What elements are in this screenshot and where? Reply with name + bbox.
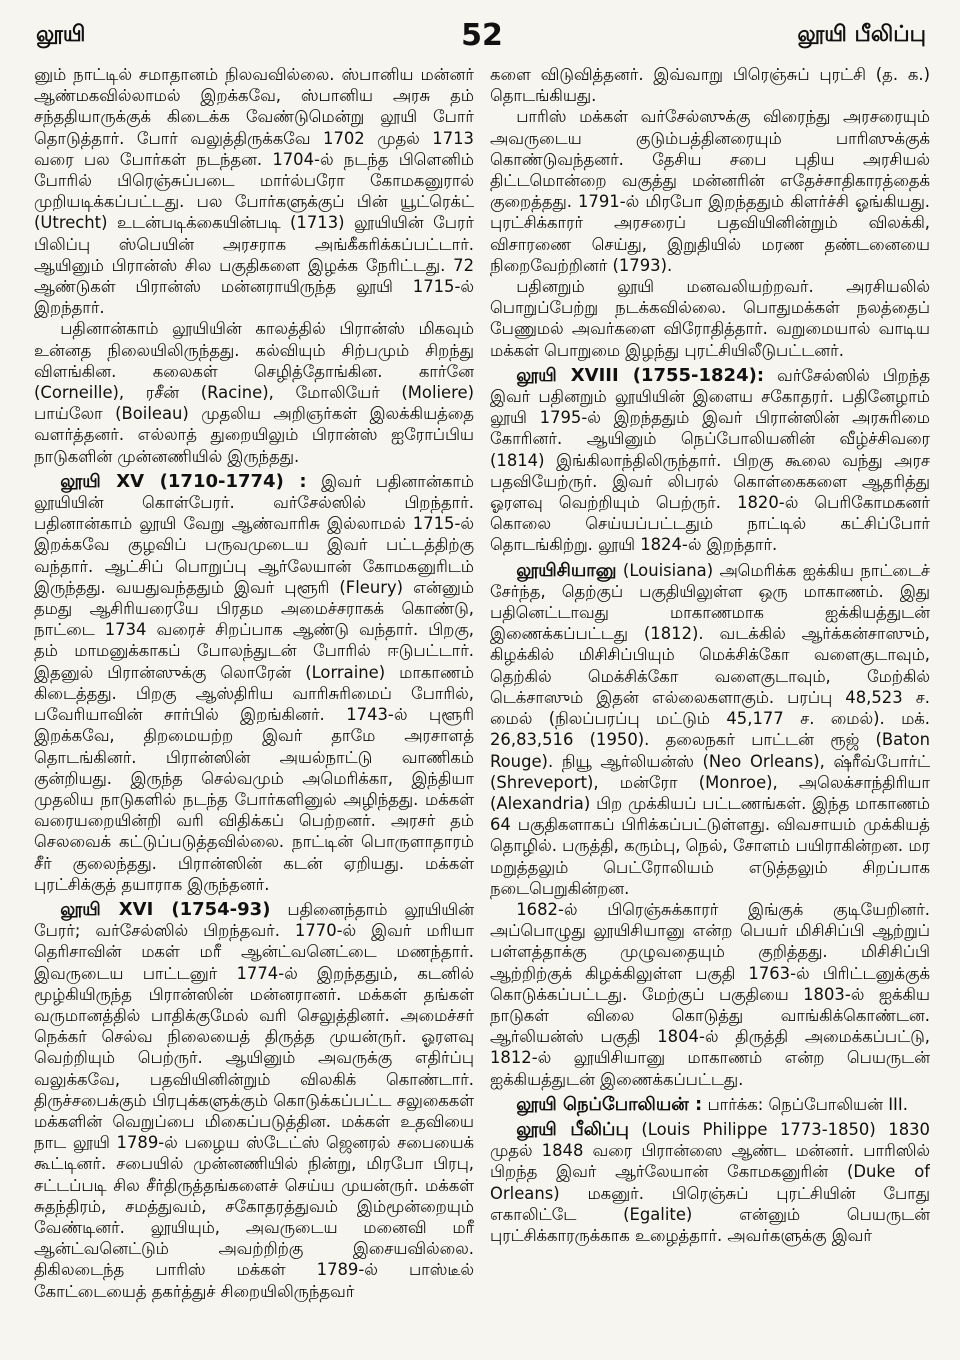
entry-headword: லூயி நெப்போலியன் : xyxy=(516,1093,703,1115)
entry-paragraph xyxy=(490,365,930,556)
entry-body-text: இவர் பதினான்காம் லூயியின் கொள்பேரர். வர்சேல்ஸில் பிறந்தார். பதினான்காம் லூயி வேறு ஆண்வாரிசு இல்லாமல் 1715-ல் இறக்கவே குழவிப் பருவமுடைய இவர் பட்டத்திற்கு வந்தார். ஆட்சிப் பொறுப்பு ஆர்லேயான் கோமகனுரிடம் இருந்தது. வயதுவந்ததும் இவர் புளூரி (Fleury) என்னும் தமது ஆசிரியரையே பிரதம அமைச்சராகக் கொண்டு, நாட்டை 1734 வரைச் சிறப்பாக ஆண்டு வந்தார். பிறகு, தம் மாமனுக்காகப் போலந்துடன் போரில் ஈடுபட்டார். இதனுல் பிரான்ஸுக்கு லொரேன் (Lorraine) மாகாணம் கிடைத்தது. பிறகு ஆஸ்திரிய வாரிசுரிமைப் போரில், பவேரியாவின் சார்பில் இறங்கினர். 1743-ல் புளூரி இறக்கவே, திறமையற்ற இவர் தாமே அரசாளத் தொடங்கினர். பிரான்ஸின் அயல்நாட்டு வாணிகம் குன்றியது. இருந்த செல்வமும் அமெரிக்கா, இந்தியா முதலிய நாடுகளில் நடந்த போர்களினுல் அழிந்தது. மக்கள் வரையறையின்றி வரி விதிக்கப் பெற்றனர். அரசர் தம் செலவைக் கட்டுப்படுத்தவில்லை. நாட்டின் பொருளாதாரம் சீர் குலைந்தது. பிரான்ஸின் கடன் ஏறியது. மக்கள் புரட்சிக்குத் தயாராக இருந்தனர். xyxy=(34,471,474,894)
entry-body-text: (Louis Philippe 1773-1850) 1830 முதல் 1848 வரை பிரான்ஸை ஆண்ட மன்னர். பாரிஸில் பிறந்த இவர் ஆர்லேயான் கோமகனுரின் (Duke of Orleans) மகனுர். பிரெஞ்சுப் புரட்சியின் போது எகாலிட்டே (Egalite) என்னும் பெயருடன் புரட்சிக்காரருக்காக உழைத்தார். அவர்களுக்கு இவர் xyxy=(490,1119,930,1245)
running-head-right: லூயி பீலிப்பு xyxy=(797,22,926,47)
entry-headword: லூயி XV (1710-1774) : xyxy=(60,470,307,492)
entry-headword: லூயி XVI (1754-93) xyxy=(60,898,271,920)
body-paragraph: பதினான்காம் லூயியின் காலத்தில் பிரான்ஸ் மிகவும் உன்னத நிலையிலிருந்தது. கல்வியும் சிற்பமும் சிறந்து விளங்கின. கலைகள் செழித்தோங்கின. கார்னே (Corneille), ரசீன் (Racine), மோலியேர் (Moliere) பாய்லோ (Boileau) முதலிய அறிஞர்கள் இலக்கியத்தை வளர்த்தனர். எல்லாத் துறையிலும் பிரான்ஸ் ஐரோப்பிய நாடுகளின் முன்னணியில் இருந்தது. xyxy=(34,319,474,466)
entry-body-text: (Louisiana) அமெரிக்க ஐக்கிய நாட்டைச் சேர்ந்த, தெற்குப் பகுதியிலுள்ள ஒரு மாகாணம். இது பதினெட்டாவது மாகாணமாக ஐக்கியத்துடன் இணைக்கப்பட்டது (1812). வடக்கில் ஆர்க்கன்சாஸும், கிழக்கில் மிசிசிப்பியும் மெக்சிக்கோ வளைகுடாவும், தெற்கில் மெக்சிக்கோ வளைகுடாவும், மேற்கில் டெக்சாஸும் இதன் எல்லைகளாகும். பரப்பு 48,523 ச. மைல் (நிலப்பரப்பு மட்டும் 45,177 ச. மைல்). மக். 26,83,516 (1950). தலைநகர் பாட்டன் ரூஜ் (Baton Rouge). நியூ ஆர்லியன்ஸ் (Neo Orleans), ஷ்ரீவ்போர்ட் (Shreveport), மன்ரோ (Monroe), அலெக்சாந்திரியா (Alexandria) பிற முக்கியப் பட்டணங்கள். இந்த மாகாணம் 64 பகுதிகளாகப் பிரிக்கப்பட்டுள்ளது. விவசாயம் முக்கியத் தொழில். பருத்தி, கரும்பு, நெல், சோளம் பயிராகின்றன. மர மறுத்தலும் பெட்ரோலியம் எடுத்தலும் சிறப்பாக நடைபெறுகின்றன. xyxy=(490,560,930,898)
continued-paragraph: னும் நாட்டில் சமாதானம் நிலவவில்லை. ஸ்பானிய மன்னர் ஆண்மகவில்லாமல் இறக்கவே, ஸ்பானிய அரசு தம் சந்ததியாருக்குக் கிடைக்க வேண்டுமென்று லூயி போர் தொடுத்தார். போர் வலுத்திருக்கவே 1702 முதல் 1713 வரை பல போர்கள் நடந்தன. 1704-ல் நடந்த பிளெனிம் போரில் பிரெஞ்சுப்படை மார்ல்பரோ கோமகனுரால் முறியடிக்கப்பட்டது. பல போர்களுக்குப் பின் யூட்ரெக்ட் (Utrecht) உடன்படிக்கையின்படி (1713) லூயியின் பேரர் பிலிப்பு ஸ்பெயின் அரசராக அங்கீகரிக்கப்பட்டார். ஆயினும் பிரான்ஸ் சில பகுதிகளை இழக்க நேரிட்டது. 72 ஆண்டுகள் பிரான்ஸ் மன்னராயிருந்த லூயி 1715-ல் இறந்தார். xyxy=(34,65,474,318)
body-paragraph: பதினறும் லூயி மனவலியற்றவர். அரசியலில் பொறுப்பேற்று நடக்கவில்லை. பொதுமக்கள் நலத்தைப் பேணுமல் அவர்களை விரோதித்தார். வறுமையால் வாடிய மக்கள் பொறுமை இழந்து புரட்சியிலீடுபட்டனர். xyxy=(490,277,930,360)
entry-headword: லூயிசியானு xyxy=(516,559,617,581)
body-paragraph: பாரிஸ் மக்கள் வர்சேல்ஸுக்கு விரைந்து அரசரையும் அவருடைய குடும்பத்தினரையும் பாரிஸுக்குக் கொண்டுவந்தனர். தேசிய சபை புதிய அரசியல் திட்டமொன்றை வகுத்து மன்னரின் எதேச்சாதிகாரத்தைக் குறைத்தது. 1791-ல் மிரபோ இறந்ததும் கிளர்ச்சி ஓங்கியது. புரட்சிக்காரர் அரசரைப் பதவியினின்றும் விலக்கி, விசாரணை செய்து, இறுதியில் மரண தண்டனையை நிறைவேற்றினர் (1793). xyxy=(490,107,930,275)
page-number: 52 xyxy=(461,18,503,53)
entry-body-text: பதினைந்தாம் லூயியின் பேரர்; வர்சேல்ஸில் பிறந்தவர். 1770-ல் இவர் மரியா தெரிசாவின் மகள் மரீ ஆன்ட்வனெட்டை மணந்தார். இவருடைய பாட்டனுர் 1774-ல் இறந்ததும், கடனில் மூழ்கியிருந்த பிரான்ஸின் மன்னரானர். மக்கள் தங்கள் வருமானத்தில் பாதிக்குமேல் வரி செலுத்தினர். அமைச்சர் நெக்கர் செல்வ நிலையைத் திருத்த முயன்ருர். ஓரளவு வெற்றியும் பெற்ருர். ஆயினும் அவருக்கு எதிர்ப்பு வலுக்கவே, பதவியினின்றும் விலகிக் கொண்டார். திருச்சபைக்கும் பிரபுக்களுக்கும் கொடுக்கப்பட்ட சலுகைகள் மக்களின் வெறுப்பை மிகைப்படுத்தின. மக்கள் உதவியை நாட லூயி 1789-ல் பழைய ஸ்டேட்ஸ் ஜெனரல் சபையைக் கூட்டினர். சபையில் முன்னணியில் நின்று, மிரபோ பிரபு, சட்டப்படி சில சீர்திருத்தங்களைச் செய்ய முயன்ருர். மக்கள் சுதந்திரம், சமத்துவம், சகோதரத்துவம் இம்மூன்றையும் வேண்டினர். லூயியும், அவருடைய மனைவி மரீ ஆன்ட்வனெட்டும் அவற்றிற்கு இசையவில்லை. திகிலடைந்த பாரிஸ் மக்கள் 1789-ல் பாஸ்டீல் கோட்டையைத் தகர்த்துச் சிறையிலிருந்தவர் xyxy=(34,899,474,1301)
continued-paragraph: களை விடுவித்தனர். இவ்வாறு பிரெஞ்சுப் புரட்சி (த. க.) தொடங்கியது. xyxy=(490,65,930,106)
entry-paragraph xyxy=(490,560,930,899)
body-paragraph: 1682-ல் பிரெஞ்சுக்காரர் இங்குக் குடியேறினர். அப்பொழுது லூயிசியானு என்ற பெயர் மிசிசிப்பி ஆற்றுப் பள்ளத்தாக்கு முழுவதையும் குறித்தது. மிசிசிப்பி ஆற்றிற்குக் கிழக்கிலுள்ள பகுதி 1763-ல் பிரிட்டனுக்குக் கொடுக்கப்பட்டது. மேற்குப் பகுதியை 1803-ல் ஐக்கிய நாடுகள் விலை கொடுத்து வாங்கிக்கொண்டன. ஆர்லியன்ஸ் பகுதி 1804-ல் திருத்தி அமைக்கப்பட்டு, 1812-ல் லூயிசியானு மாகாணம் என்ற பெயருடன் ஐக்கியத்துடன் இணைக்கப்பட்டது. xyxy=(490,899,930,1089)
left-column xyxy=(34,64,474,1348)
running-head-left: லூயி xyxy=(36,22,86,47)
entry-paragraph xyxy=(34,899,474,1302)
text-columns xyxy=(34,64,930,1348)
entry-body-text: பார்க்க: நெப்போலியன் III. xyxy=(702,1094,908,1114)
page-header xyxy=(34,20,930,56)
entry-headword: லூயி XVIII (1755-1824): xyxy=(516,364,765,386)
entry-body-text: வர்சேல்ஸில் பிறந்த இவர் பதினறும் லூயியின் இளைய சகோதரர். பதினேழாம் லூயி 1795-ல் இறந்ததும் இவர் பிரான்ஸின் அரசுரிமை கோரினர். ஆயினும் நெப்போலியனின் வீழ்ச்சிவரை (1814) இங்கிலாந்திலிருந்தார். பிறகு கூலை வந்து அரச பதவியேற்ருர். இவர் லிபரல் கொள்கைகளை ஆதரித்து ஓரளவு வெற்றியும் பெற்ருர். 1820-ல் பெரிகோமகனர் கொலை செய்யப்பட்டதும் நாட்டில் கட்சிப்போர் தொடங்கிற்று. லூயி 1824-ல் இறந்தார். xyxy=(490,365,930,555)
entry-paragraph xyxy=(490,1094,930,1115)
entry-headword: லூயி பீலிப்பு xyxy=(516,1118,629,1140)
entry-paragraph xyxy=(34,471,474,895)
right-column xyxy=(490,64,930,1348)
entry-paragraph xyxy=(490,1119,930,1246)
